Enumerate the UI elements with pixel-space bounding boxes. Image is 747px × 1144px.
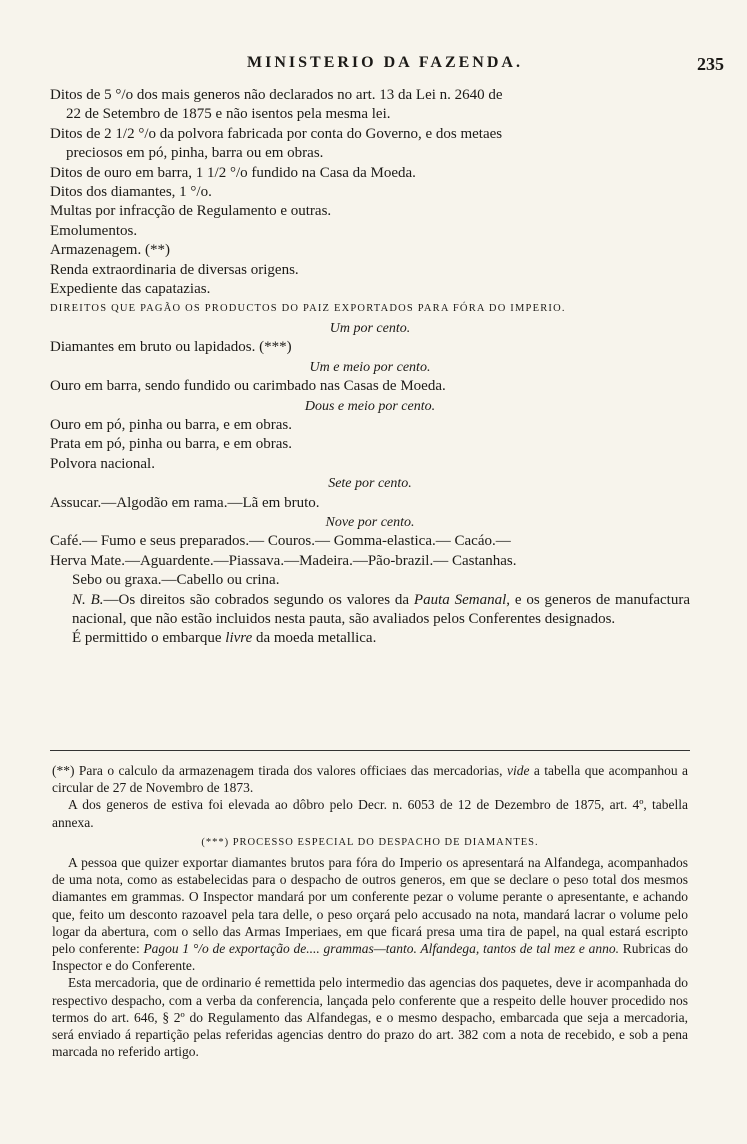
list-item: Herva Mate.—Aguardente.—Piassava.—Madeira.—Pão-brazil.— Castanhas. [50, 552, 517, 569]
footnote-text: (**) Para o calculo da armazenagem tirada dos valores officiaes das mercadorias, [52, 763, 503, 778]
list-item: Ditos de 2 1/2 °/o da polvora fabricada por conta do Governo, e dos metaes [50, 125, 503, 142]
rate-heading: Sete por cento. [328, 476, 412, 492]
list-item: Polvora nacional. [50, 455, 155, 472]
list-item-continuation: 22 de Setembro de 1875 e não isentos pela mesma lei. [66, 106, 391, 123]
permit-line [50, 629, 690, 648]
list-item: Expediente das capatazias. [50, 281, 211, 298]
pauta-semanal: Pauta Semanal [413, 591, 507, 608]
section-heading: DIREITOS QUE PAGÃO OS PRODUCTOS DO PAIZ EXPORTADOS PARA FÓRA DO IMPERIO. [50, 303, 566, 315]
list-item: Café.— Fumo e seus preparados.— Couros.— Gomma-elastica.— Cacáo.— [50, 533, 511, 550]
footnote-armazenagem [52, 762, 688, 796]
list-item-continuation: preciosos em pó, pinha, barra ou em obras. [66, 145, 324, 162]
nota-bene [50, 591, 690, 630]
list-item: Diamantes em bruto ou lapidados. (***) [50, 339, 292, 356]
footnotes [52, 762, 688, 1060]
footnote-text: A pessoa que quizer exportar diamantes brutos para fóra do Imperio os apresentará na Alfandega, acompanhados de uma nota, como as estabelecidas para o despacho de outros generos, em que se declare o peso total dos mesmos diamantes em grammas. O Inspector mandará por um conferente pezar o volume perante o apresentante, e achando que, feito um desconto razoavel pela tara delle, o peso orçará pelo accusado na nota, mandará lacrar o volume pelo logar da abertura, com o sello das Armas Imperiaes, em que ficará presa uma tira de papel, na qual estará escripto pelo conferente: [52, 855, 688, 957]
footnote-text: Rubricas do Inspector e do Conferente. [52, 941, 688, 974]
permit-text: É permittido o embarque [72, 630, 226, 647]
list-item: Ditos de 5 °/o dos mais generos não declarados no art. 13 da Lei n. 2640 de [50, 87, 503, 103]
permit-text: da moeda metallica. [252, 630, 377, 647]
nb-text: —Os direitos são cobrados segundo os valores da [103, 591, 414, 608]
running-header [40, 54, 730, 80]
nb-label: N. B. [72, 591, 104, 608]
main-text [50, 86, 690, 649]
list-item: Ditos de ouro em barra, 1 1/2 °/o fundido na Casa da Moeda. [50, 164, 416, 181]
page-title: MINISTERIO DA FAZENDA. [247, 54, 523, 71]
rate-heading: Nove por cento. [325, 514, 415, 530]
vide-word: vide [506, 763, 530, 778]
nb-text: , e os generos de manufactura nacional, que não estão incluidos nesta pauta, são avaliados pelos Conferentes designados. [72, 591, 690, 627]
page-number: 235 [697, 54, 724, 74]
seal-inscription: Pagou 1 °/o de exportação de.... grammas—tanto. Alfandega, tantos de tal mez e anno. [143, 941, 620, 957]
rate-heading: Um por cento. [329, 320, 411, 336]
footnote-estiva: A dos generos de estiva foi elevada ao dôbro pelo Decr. n. 6053 de 12 de Dezembro de 1875, art. 4º, tabella annexa. [52, 797, 688, 830]
rate-heading: Um e meio por cento. [309, 359, 431, 375]
livre-word: livre [225, 630, 253, 647]
list-item: Ouro em pó, pinha ou barra, e em obras. [50, 416, 293, 433]
footnote-diamantes-p1 [52, 854, 688, 974]
list-item: Multas por infracção de Regulamento e outras. [50, 203, 332, 220]
list-item: Renda extraordinaria de diversas origens. [50, 261, 299, 278]
list-item: Ouro em barra, sendo fundido ou carimbado nas Casas de Moeda. [50, 378, 446, 395]
list-item: Armazenagem. (**) [50, 242, 170, 259]
list-item: Ditos dos diamantes, 1 °/o. [50, 184, 212, 201]
list-item: Sebo ou graxa.—Cabello ou crina. [72, 572, 280, 589]
rate-heading: Dous e meio por cento. [304, 398, 436, 414]
list-item: Assucar.—Algodão em rama.—Lã em bruto. [50, 494, 320, 511]
footnote-text: a tabella que acompanhou a circular de 27 de Novembro de 1873. [52, 763, 688, 796]
footnote-heading: (***) PROCESSO ESPECIAL DO DESPACHO DE DIAMANTES. [201, 836, 539, 848]
list-item: Prata em pó, pinha ou barra, e em obras. [50, 436, 292, 453]
footnote-diamantes-p2: Esta mercadoria, que de ordinario é remettida pelo intermedio das agencias dos paquetes, deve ir acompanhada do respectivo despacho, com a verba da conferencia, lançada pelo conferente que a respeito delle houver procedido nos termos do art. 646, § 2º do Regulamento das Alfandegas, e o mesmo despacho, embarcada que seja a mercadoria, será enviado á repartição pelas referidas agencias dentro do prazo do art. 382 com a nota de recebido, e sob a pena marcada no referido artigo. [52, 975, 688, 1060]
list-item: Emolumentos. [50, 222, 138, 239]
footnote-divider [50, 750, 690, 751]
